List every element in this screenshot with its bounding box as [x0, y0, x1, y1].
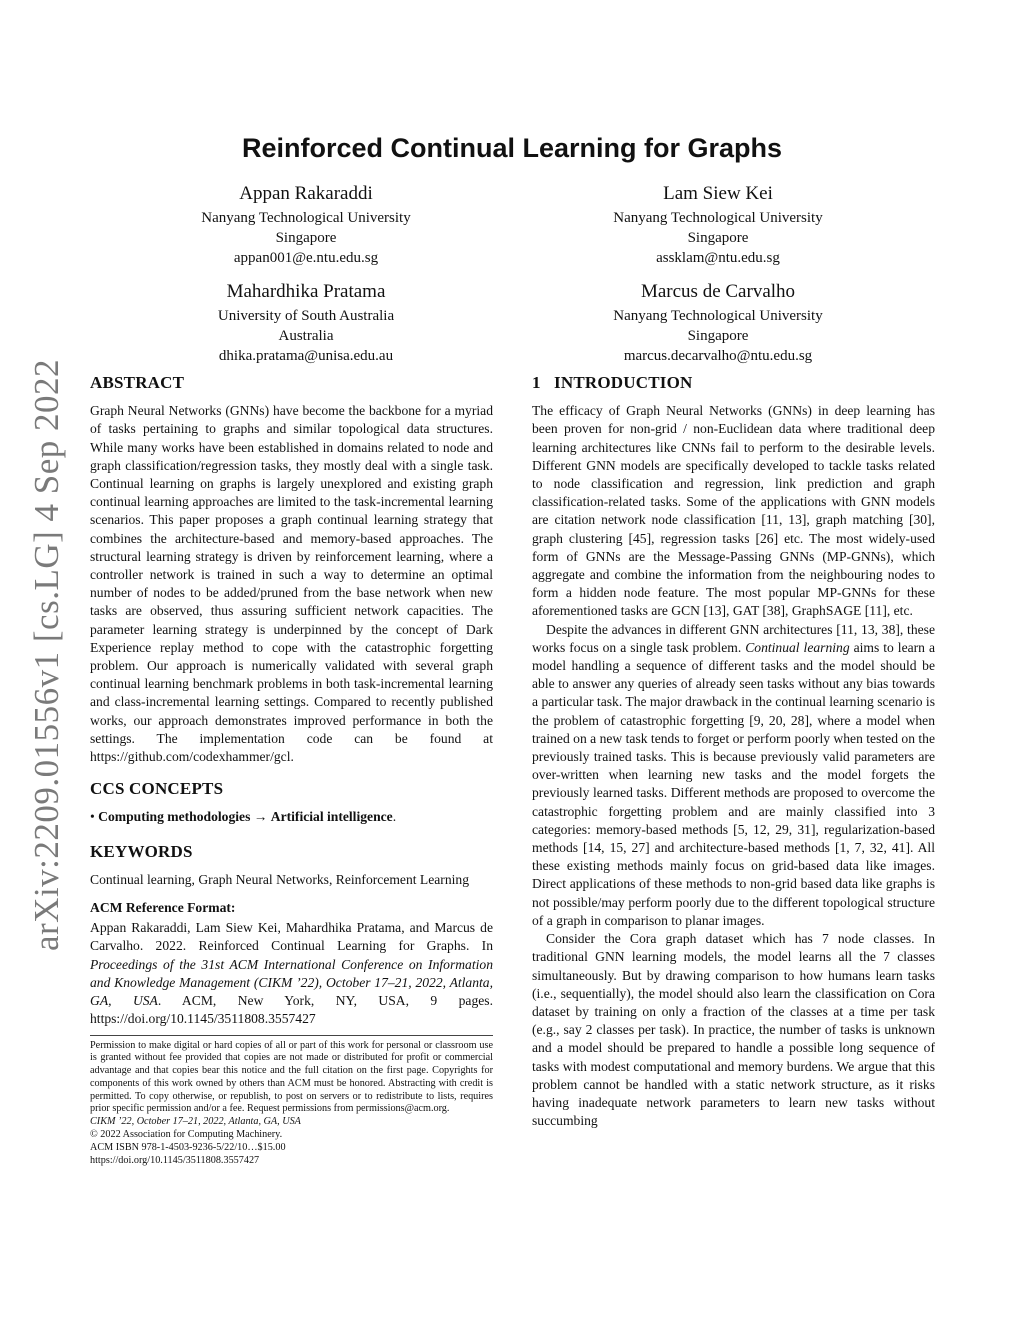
acm-ref-text	[90, 919, 493, 1028]
abstract-text: Graph Neural Networks (GNNs) have become the backbone for a myriad of tasks pertaining to graphs and similar topological data structures. While many works have been established in domains related to node and graph classification/regression tasks, they mostly deal with a single task. Continual learning on graphs is largely unexplored and existing graph continual learning approaches are limited to the task-incremental learning scenarios. This paper proposes a graph continual learning strategy that combines the architecture-based and memory-based approaches. The structural learning strategy is driven by reinforcement learning, where a controller network is trained in such a way to determine an optimal number of nodes to be added/pruned from the base network when new tasks are observed, thus assuring sufficient network capacities. The parameter learning strategy is underpinned by the concept of Dark Experience replay method to cope with the catastrophic forgetting problem. Our approach is numerically validated with several graph continual learning benchmark problems in both task-incremental learning and class-incremental learning settings. Compared to recently published works, our approach demonstrates improved performance in both the settings. The implementation code can be found at https://github.com/codexhammer/gcl.	[90, 403, 493, 765]
ccs-concepts	[90, 808, 493, 826]
ccs-bullet: •	[90, 809, 95, 825]
author-affiliation: University of South Australia	[217, 308, 395, 324]
copyright-line: © 2022 Association for Computing Machinery.	[90, 1129, 283, 1141]
keywords-heading: KEYWORDS	[90, 841, 193, 861]
ccs-arrow: →	[253, 809, 268, 825]
intro-heading: 1 INTRODUCTION	[532, 373, 693, 392]
doi-line: https://doi.org/10.1145/3511808.3557427	[90, 1154, 260, 1166]
right-column	[532, 374, 935, 1130]
ccs-heading: CCS CONCEPTS	[90, 779, 224, 799]
intro-p2-before: Despite the advances in different GNN architectures [11, 13, 38], these works focus on a single task problem.	[532, 621, 935, 655]
author-email: dhika.pratama@unisa.edu.au	[218, 348, 394, 364]
intro-paragraph-1: The efficacy of Graph Neural Networks (GNNs) in deep learning has been proven for non-grid / non-Euclidean data where traditional deep learning architectures like CNNs fail to perform to the desirable levels. Different GNN models are specifically developed to tackle tasks related to node classification and regression, link prediction and graph classification-related tasks. Some of the applications with GNN models are citation network node classification [11, 13], graph matching [30], graph clustering [45], regression tasks [26] etc. The most widely-used form of GNNs are the Message-Passing GNNs (MP-GNNs), which aggregate and combine the information from the neighbouring nodes to form a hidden node feature. The most popular MP-GNNs for these aforementioned tasks are GCN [13], GAT [38], GraphSAGE [11], etc.	[532, 403, 935, 619]
author-name: Appan Rakaraddi	[239, 183, 373, 204]
keywords-text: Continual learning, Graph Neural Networks, Reinforcement Learning	[90, 871, 469, 887]
author-email: marcus.decarvalho@ntu.edu.sg	[623, 348, 813, 364]
author-affiliation: Nanyang Technological University	[201, 210, 411, 226]
left-column	[90, 374, 493, 1167]
author-country: Singapore	[687, 230, 749, 246]
permission-notice: Permission to make digital or hard copies of all or part of this work for personal or classroom use is granted without fee provided that copies are not made or distributed for profit or commercial advantage and that copies bear this notice and the full citation on the first page. Copyrights for components of this work owned by others than ACM must be honored. Abstracting with credit is permitted. To copy otherwise, or republish, to post on servers or to redistribute to lists, requires prior specific permission and/or a fee. Request permissions from permissions@acm.org.	[90, 1039, 493, 1115]
author-email: assklam@ntu.edu.sg	[656, 250, 780, 266]
author-country: Singapore	[275, 230, 337, 246]
author-affiliation: Nanyang Technological University	[613, 308, 823, 324]
author-block-3	[146, 280, 466, 366]
author-block-1	[146, 182, 466, 268]
conference-text: CIKM ’22, October 17–21, 2022, Atlanta, GA, USA	[90, 1116, 301, 1128]
ccs-end: .	[392, 809, 397, 825]
acm-ref-after: . ACM, New York, NY, USA, 9 pages. https://doi.org/10.1145/3511808.3557427	[90, 993, 493, 1027]
author-block-4	[558, 280, 878, 366]
arxiv-identifier	[22, 360, 72, 950]
author-country: Singapore	[687, 328, 749, 344]
ccs-first: Computing methodologies	[98, 809, 251, 825]
ccs-second: Artificial intelligence	[270, 809, 393, 825]
author-affiliation: Nanyang Technological University	[613, 210, 823, 226]
conference-line	[90, 1116, 493, 1129]
acm-ref-proceedings: Proceedings of the 31st ACM International Conference on Information and Knowledge Management (CIKM ’22), October 17–21, 2022, Atlanta, GA, USA	[90, 956, 493, 1009]
author-country: Australia	[278, 328, 334, 344]
paper-title: Reinforced Continual Learning for Graphs	[241, 133, 783, 163]
author-block-2	[558, 182, 878, 268]
intro-p2-after: aims to learn a model handling a sequence of different tasks and the model should be able to answer any queries of already seen tasks without any bias towards a particular task. The major drawback in the continual learning scenario is the problem of catastrophic forgetting [9, 20, 28], where a model when trained on a new task tends to forget or perform poorly when tested on the previously trained tasks. This is because previously valid parameters are over-written when learning new tasks and the model forgets the previously learned tasks. Different methods are proposed to overcome the catastrophic forgetting problem and are mainly classified into 3 categories: memory-based methods [5, 12, 29, 31], regularization-based methods [14, 15, 27] and architecture-based methods [1, 7, 32, 41]. All these existing methods mainly focus on grid-based data like images. Direct applications of these methods to non-grid based data like graphs is not possible/may perform poorly due to the different topological structure of a graph in comparison to planar images.	[532, 639, 935, 928]
isbn-line: ACM ISBN 978-1-4503-9236-5/22/10…$15.00	[90, 1141, 286, 1153]
intro-p2-em: Continual learning	[745, 639, 850, 655]
abstract-heading: ABSTRACT	[90, 373, 185, 392]
intro-paragraph-2	[532, 621, 935, 930]
footer-divider	[90, 1035, 493, 1036]
author-name: Marcus de Carvalho	[640, 281, 796, 302]
acm-ref-heading: ACM Reference Format:	[90, 900, 236, 916]
intro-paragraph-3: Consider the Cora graph dataset which has 7 node classes. In traditional GNN learning models, the model learns all the 7 classes simultaneously. But by drawing comparison to how humans learn tasks (i.e., sequentially), the model should also learn the classification on Cora dataset by training on only a fraction of the classes at a time per task (e.g., say 2 classes per task). In practice, the number of tasks is unknown and a model should be prepared to handle a possible long sequence of tasks with modest computational and memory burdens. We argue that this problem cannot be handled with a static network structure, as it risks having inadequate network parameters to learn new tasks without succumbing	[532, 931, 935, 1129]
author-email: appan001@e.ntu.edu.sg	[233, 250, 379, 266]
author-name: Lam Siew Kei	[663, 183, 773, 204]
arxiv-identifier-text: arXiv:2209.01556v1 [cs.LG] 4 Sep 2022	[27, 358, 67, 952]
acm-ref-before: Appan Rakaraddi, Lam Siew Kei, Mahardhika Pratama, and Marcus de Carvalho. 2022. Reinforced Continual Learning for Graphs. In	[90, 920, 493, 954]
author-name: Mahardhika Pratama	[226, 281, 386, 302]
